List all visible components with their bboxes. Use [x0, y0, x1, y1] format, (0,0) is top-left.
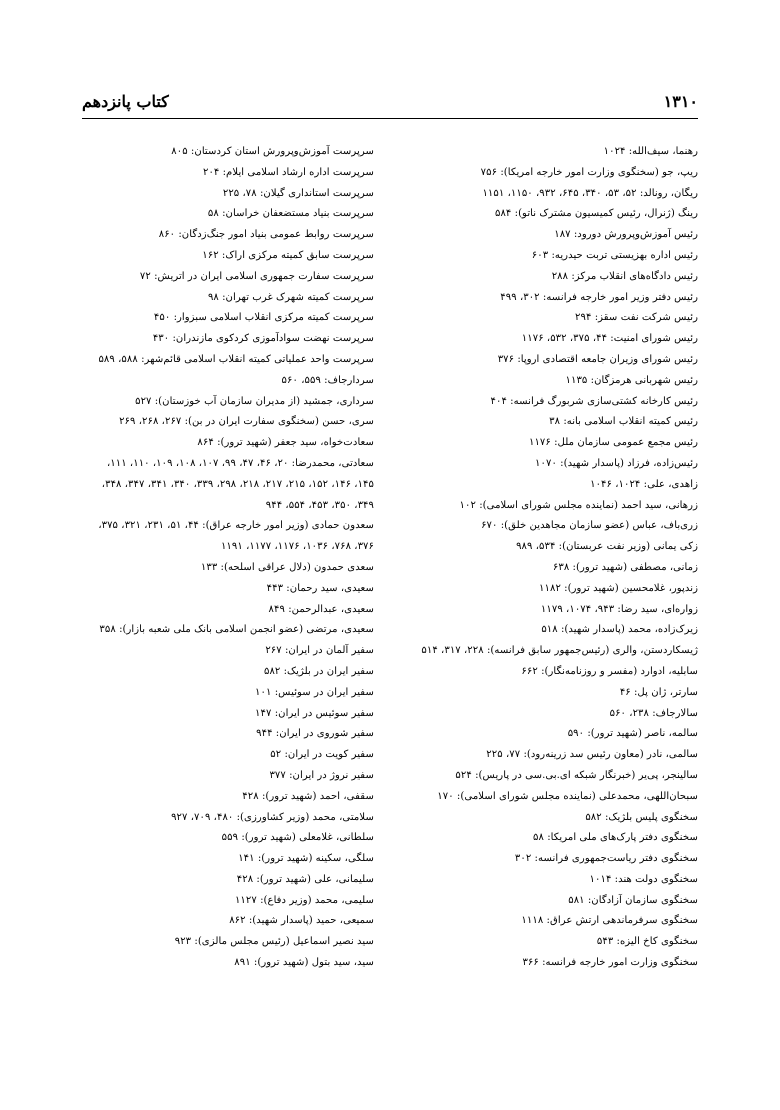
- index-entry: زواره‌ای، سید رضا: ۹۴۳، ۱۰۷۴، ۱۱۷۹: [540, 603, 698, 615]
- index-entry: سلیمانی، علی (شهید ترور): ۴۲۸: [236, 873, 374, 885]
- index-entry: سرپرست سفارت جمهوری اسلامی ایران در اتریش: ۷۲: [139, 270, 374, 282]
- index-entry: سرپرست نهضت سوادآموزی کردکوی مازندران: ۴۳۰: [152, 333, 374, 345]
- index-entry: رئیس شهربانی هرمزگان: ۱۱۳۵: [565, 374, 698, 386]
- index-entry: سرپرست کمیته مرکزی انقلاب اسلامی سبزوار: ۴۵۰: [153, 312, 374, 324]
- index-entry: سعیدی، عبدالرحمن: ۸۴۹: [268, 603, 374, 615]
- index-entry: سالینجر، پی‌یر (خبرنگار شبکه ای.بی.سی در پاریس): ۵۲۴: [455, 769, 698, 781]
- index-entry: سمیعی، حمید (پاسدار شهید): ۸۶۲: [229, 915, 374, 927]
- index-entry: سرپرست روابط عمومی بنیاد امور جنگ‌زدگان: ۸۶۰: [158, 229, 374, 241]
- index-entry: سعادت‌خواه، سید جعفر (شهید ترور): ۸۶۴: [197, 437, 374, 449]
- index-entry: زیرک‌زاده، محمد (پاسدار شهید): ۵۱۸: [541, 624, 698, 636]
- index-entry: رئیس شورای وزیران جامعه اقتصادی اروپا: ۳۷۶: [497, 353, 698, 365]
- index-entry: زرهانی، سید احمد (نماینده مجلس شورای اسلامی): ۱۰۲: [459, 499, 698, 511]
- index-entry: رئیس کمیته انقلاب اسلامی بانه: ۳۸: [549, 416, 698, 428]
- index-entry: سقفی، احمد (شهید ترور): ۴۲۸: [242, 790, 374, 802]
- index-entry: سلطانی، غلامعلی (شهید ترور): ۵۵۹: [221, 832, 374, 844]
- index-entry: سفیر کویت در ایران: ۵۲: [270, 749, 374, 761]
- index-entry: سری، حسن (سخنگوی سفارت ایران در بن): ۲۶۷، ۲۶۸، ۲۶۹: [119, 416, 374, 428]
- index-entry: سالمه، ناصر (شهید ترور): ۵۹۰: [567, 728, 698, 740]
- index-entry: سرپرست کمیته شهرک غرب تهران: ۹۸: [207, 291, 374, 303]
- index-entry: سید نصیر اسماعیل (رئیس مجلس مالزی): ۹۲۳: [174, 936, 374, 948]
- index-entry: سخنگوی کاخ الیزه: ۵۴۳: [596, 936, 698, 948]
- index-entry: سعادتی، محمدرضا: ۲۰، ۴۶، ۴۷، ۹۹، ۱۰۷، ۱۰۸، ۱۰۹، ۱۱۰، ۱۱۱،: [106, 457, 374, 469]
- index-entry: سابلیه، ادوارد (مفسر و روزنامه‌نگار): ۶۶۲: [521, 665, 698, 677]
- index-entry: رئیس مجمع عمومی سازمان ملل: ۱۱۷۶: [528, 437, 698, 449]
- index-entry: سالمی، نادر (معاون رئیس سد زرینه‌رود): ۷۷، ۲۲۵: [486, 749, 698, 761]
- index-entry: سرپرست واحد عملیاتی کمیته انقلاب اسلامی قائم‌شهر: ۵۸۸، ۵۸۹: [98, 353, 374, 365]
- index-entry: رئیس کارخانه کشتی‌سازی شربورگ فرانسه: ۴۰۴: [490, 395, 698, 407]
- index-entry: رهنما، سیف‌الله: ۱۰۲۴: [603, 146, 698, 157]
- index-entry: سرپرست آموزش‌وپرورش استان کردستان: ۸۰۵: [171, 146, 374, 157]
- index-entry: سفیر آلمان در ایران: ۲۶۷: [265, 645, 374, 657]
- index-entry: سلیمی، محمد (وزیر دفاع): ۱۱۲۷: [234, 894, 374, 906]
- index-entry: رئیس شرکت نفت سقز: ۲۹۴: [575, 312, 698, 324]
- index-entry: سفیر نروژ در ایران: ۳۷۷: [269, 769, 374, 781]
- index-entry: ژیسکاردستن، والری (رئیس‌جمهور سابق فرانسه): ۲۲۸، ۳۱۷، ۵۱۴: [421, 645, 698, 657]
- index-entry: سلامتی، محمد (وزیر کشاورزی): ۴۸۰، ۷۰۹، ۹۲۷: [171, 811, 374, 823]
- index-entry: زاهدی، علی: ۱۰۲۴، ۱۰۴۶: [590, 478, 698, 490]
- index-entry: ریپ، جو (سخنگوی وزارت امور خارجه امریکا): ۷۵۶: [480, 166, 698, 178]
- index-entry: سرپرست سابق کمیته مرکزی اراک: ۱۶۲: [202, 249, 374, 261]
- index-entry: رئیس دادگاه‌های انقلاب مرکز: ۲۸۸: [551, 270, 698, 282]
- index-entry: سبحان‌اللهی، محمدعلی (نماینده مجلس شورای اسلامی): ۱۷۰: [437, 790, 698, 802]
- index-entry: رئیس شورای امنیت: ۴۴، ۳۷۵، ۵۳۲، ۱۱۷۶: [521, 333, 698, 345]
- index-entry: ۳۷۶، ۷۶۸، ۱۰۳۶، ۱۱۷۶، ۱۱۷۷، ۱۱۹۱: [220, 541, 374, 553]
- page-header: [82, 92, 698, 114]
- index-entry: ۳۴۹، ۳۵۰، ۴۵۳، ۵۵۴، ۹۴۴: [265, 499, 374, 511]
- index-entry: سخنگوی سرفرماندهی ارتش عراق: ۱۱۱۸: [521, 915, 698, 927]
- index-entry: سرداری، جمشید (از مدیران سازمان آب خوزستان): ۵۲۷: [135, 395, 374, 407]
- index-entry: سرپرست اداره ارشاد اسلامی ایلام: ۲۰۴: [202, 166, 374, 178]
- index-entry: سعیدی، مرتضی (عضو انجمن اسلامی بانک ملی شعبه بازار): ۳۵۸: [99, 624, 374, 636]
- index-entry: رینگ (ژنرال، رئیس کمیسیون مشترک ناتو): ۵۸۴: [494, 208, 698, 220]
- index-entry: سخنگوی وزارت امور خارجه فرانسه: ۳۶۶: [522, 957, 698, 969]
- index-entry: رئیس دفتر وزیر امور خارجه فرانسه: ۳۰۲، ۴۹۹: [500, 291, 698, 303]
- page-number: ۱۳۱۰: [663, 92, 698, 111]
- index-entry: زندپور، غلامحسین (شهید ترور): ۱۱۸۲: [539, 582, 698, 594]
- index-entry: سخنگوی دفتر ریاست‌جمهوری فرانسه: ۳۰۲: [514, 853, 698, 865]
- index-entry: زری‌باف، عباس (عضو سازمان مجاهدین خلق): ۶۷۰: [481, 520, 698, 532]
- index-entry: سید، سید بتول (شهید ترور): ۸۹۱: [234, 957, 374, 969]
- index-entry: زمانی، مصطفی (شهید ترور): ۶۳۸: [552, 561, 698, 573]
- index-entry: ریگان، رونالد: ۵۲، ۵۳، ۳۴۰، ۶۴۵، ۹۳۲، ۱۱۵۰، ۱۱۵۱: [482, 187, 698, 199]
- index-entry: سعیدی، سید رحمان: ۴۴۳: [266, 582, 374, 594]
- index-entry: زکی یمانی (وزیر نفت عربستان): ۵۳۴، ۹۸۹: [516, 541, 698, 553]
- index-entry: سعدون حمادی (وزیر امور خارجه عراق): ۴۴، ۵۱، ۲۳۱، ۳۲۱، ۳۷۵،: [98, 520, 374, 532]
- index-entry: سرپرست استانداری گیلان: ۷۸، ۲۲۵: [222, 187, 374, 199]
- index-entry: سفیر ایران در بلژیک: ۵۸۲: [263, 665, 374, 677]
- index-entry: رئیس اداره بهزیستی تربت حیدریه: ۶۰۳: [531, 249, 698, 261]
- index-entry: ۱۴۵، ۱۴۶، ۱۵۲، ۲۱۵، ۲۱۷، ۲۱۸، ۲۹۸، ۳۳۹، ۳۴۰، ۳۴۱، ۳۴۷، ۳۴۸،: [101, 478, 374, 490]
- index-entry: سعدی حمدون (دلال عراقی اسلحه): ۱۳۳: [200, 561, 374, 573]
- index-entry: سفیر شوروی در ایران: ۹۴۴: [256, 728, 374, 740]
- index-entry: سالارجاف: ۲۳۸، ۵۶۰: [609, 707, 698, 719]
- index-column-right: [421, 142, 698, 974]
- index-entry: سرپرست بنیاد مستضعفان خراسان: ۵۸: [207, 208, 374, 220]
- index-column-left: [82, 142, 374, 974]
- index-entry: رئیس آموزش‌وپرورش دورود: ۱۸۷: [554, 229, 698, 241]
- book-title: کتاب پانزدهم: [82, 92, 169, 111]
- index-entry: سفیر ایران در سوئیس: ۱۰۱: [255, 686, 374, 698]
- index-entry: سخنگوی پلیس بلژیک: ۵۸۲: [585, 811, 698, 823]
- index-entry: سفیر سوئیس در ایران: ۱۴۷: [255, 707, 374, 719]
- index-entry: رئیس‌زاده، فرزاد (پاسدار شهید): ۱۰۷۰: [535, 457, 698, 469]
- index-entry: سخنگوی سازمان آزادگان: ۵۸۱: [568, 894, 698, 906]
- index-entry: سارتر، ژان پل: ۴۶: [619, 686, 698, 698]
- index-entry: سلگی، سکینه (شهید ترور): ۱۴۱: [238, 853, 374, 865]
- index-entry: سردارجاف: ۵۵۹، ۵۶۰: [281, 374, 374, 386]
- index-entry: سخنگوی دولت هند: ۱۰۱۴: [589, 873, 698, 885]
- header-rule: [82, 118, 698, 119]
- index-entry: سخنگوی دفتر پارک‌های ملی امریکا: ۵۸: [533, 832, 698, 844]
